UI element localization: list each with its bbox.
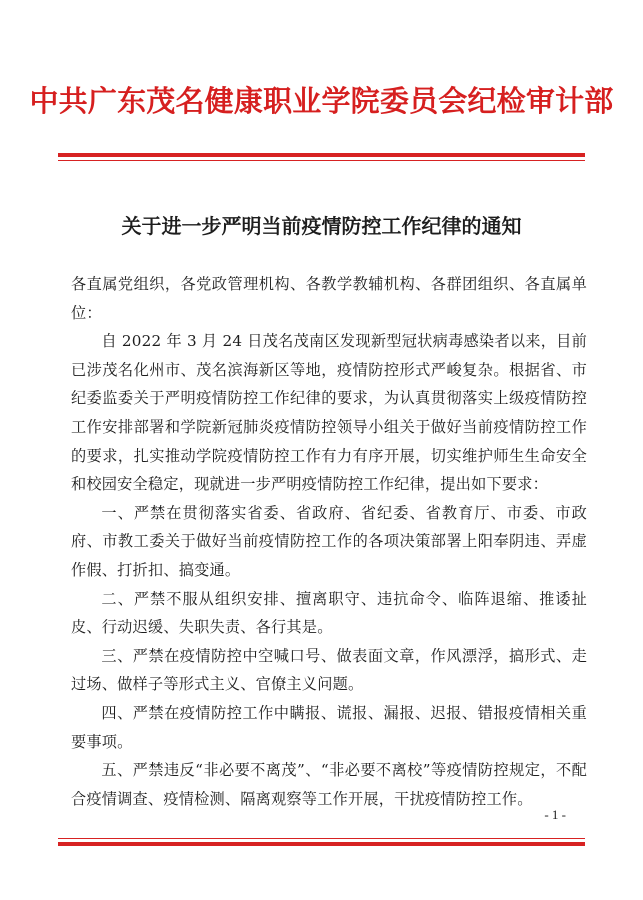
- body-paragraph-requirement-4: 四、严禁在疫情防控工作中瞒报、谎报、漏报、迟报、错报疫情相关重要事项。: [71, 703, 587, 751]
- issuer-title: 中共广东茂名健康职业学院委员会纪检审计部: [29, 84, 614, 118]
- header-red-thin-rule: [58, 160, 585, 161]
- body-paragraph-requirement-2: 二、严禁不服从组织安排、擅离职守、违抗命令、临阵退缩、推诿扯皮、行动迟缓、失职失责、各行其是。: [71, 589, 587, 637]
- body-paragraph-requirement-1: 一、严禁在贯彻落实省委、省政府、省纪委、省教育厅、市委、市政府、市教工委关于做好当前疫情防控工作的各项决策部署上阳奉阴违、弄虚作假、打折扣、搞变通。: [71, 503, 587, 579]
- body-paragraph-requirement-3: 三、严禁在疫情防控中空喊口号、做表面文章，作风漂浮，搞形式、走过场、做样子等形式主义、官僚主义问题。: [71, 646, 587, 694]
- footer-red-thin-rule: [58, 838, 585, 839]
- body-paragraph-intro: 自 2022 年 3 月 24 日茂名茂南区发现新型冠状病毒感染者以来，目前已涉茂名化州市、茂名滨海新区等地，疫情防控形式严峻复杂。根据省、市纪委监委关于严明疫情防控工作纪律的要求，为认真贯彻落实上级疫情防控工作安排部署和学院新冠肺炎疫情防控领导小组关于做好当前疫情防控工作的要求，扎实推动学院疫情防控工作有力有序开展，切实维护师生生命安全和校园安全稳定，现就进一步严明疫情防控工作纪律，提出如下要求：: [71, 332, 587, 494]
- footer-red-rule: [58, 842, 585, 846]
- header-red-rule: [58, 153, 585, 157]
- body-paragraph-requirement-5: 五、严禁违反“非必要不离茂”、“非必要不离校”等疫情防控规定，不配合疫情调查、疫情检测、隔离观察等工作开展，干扰疫情防控工作。: [71, 761, 587, 808]
- page-number: - 1 -: [544, 807, 566, 822]
- addressee: 各直属党组织，各党政管理机构、各教学教辅机构、各群团组织、各直属单位：: [71, 275, 587, 322]
- notice-body: [71, 270, 587, 813]
- document-header: [0, 0, 643, 165]
- notice-title: 关于进一步严明当前疫情防控工作纪律的通知: [121, 214, 522, 238]
